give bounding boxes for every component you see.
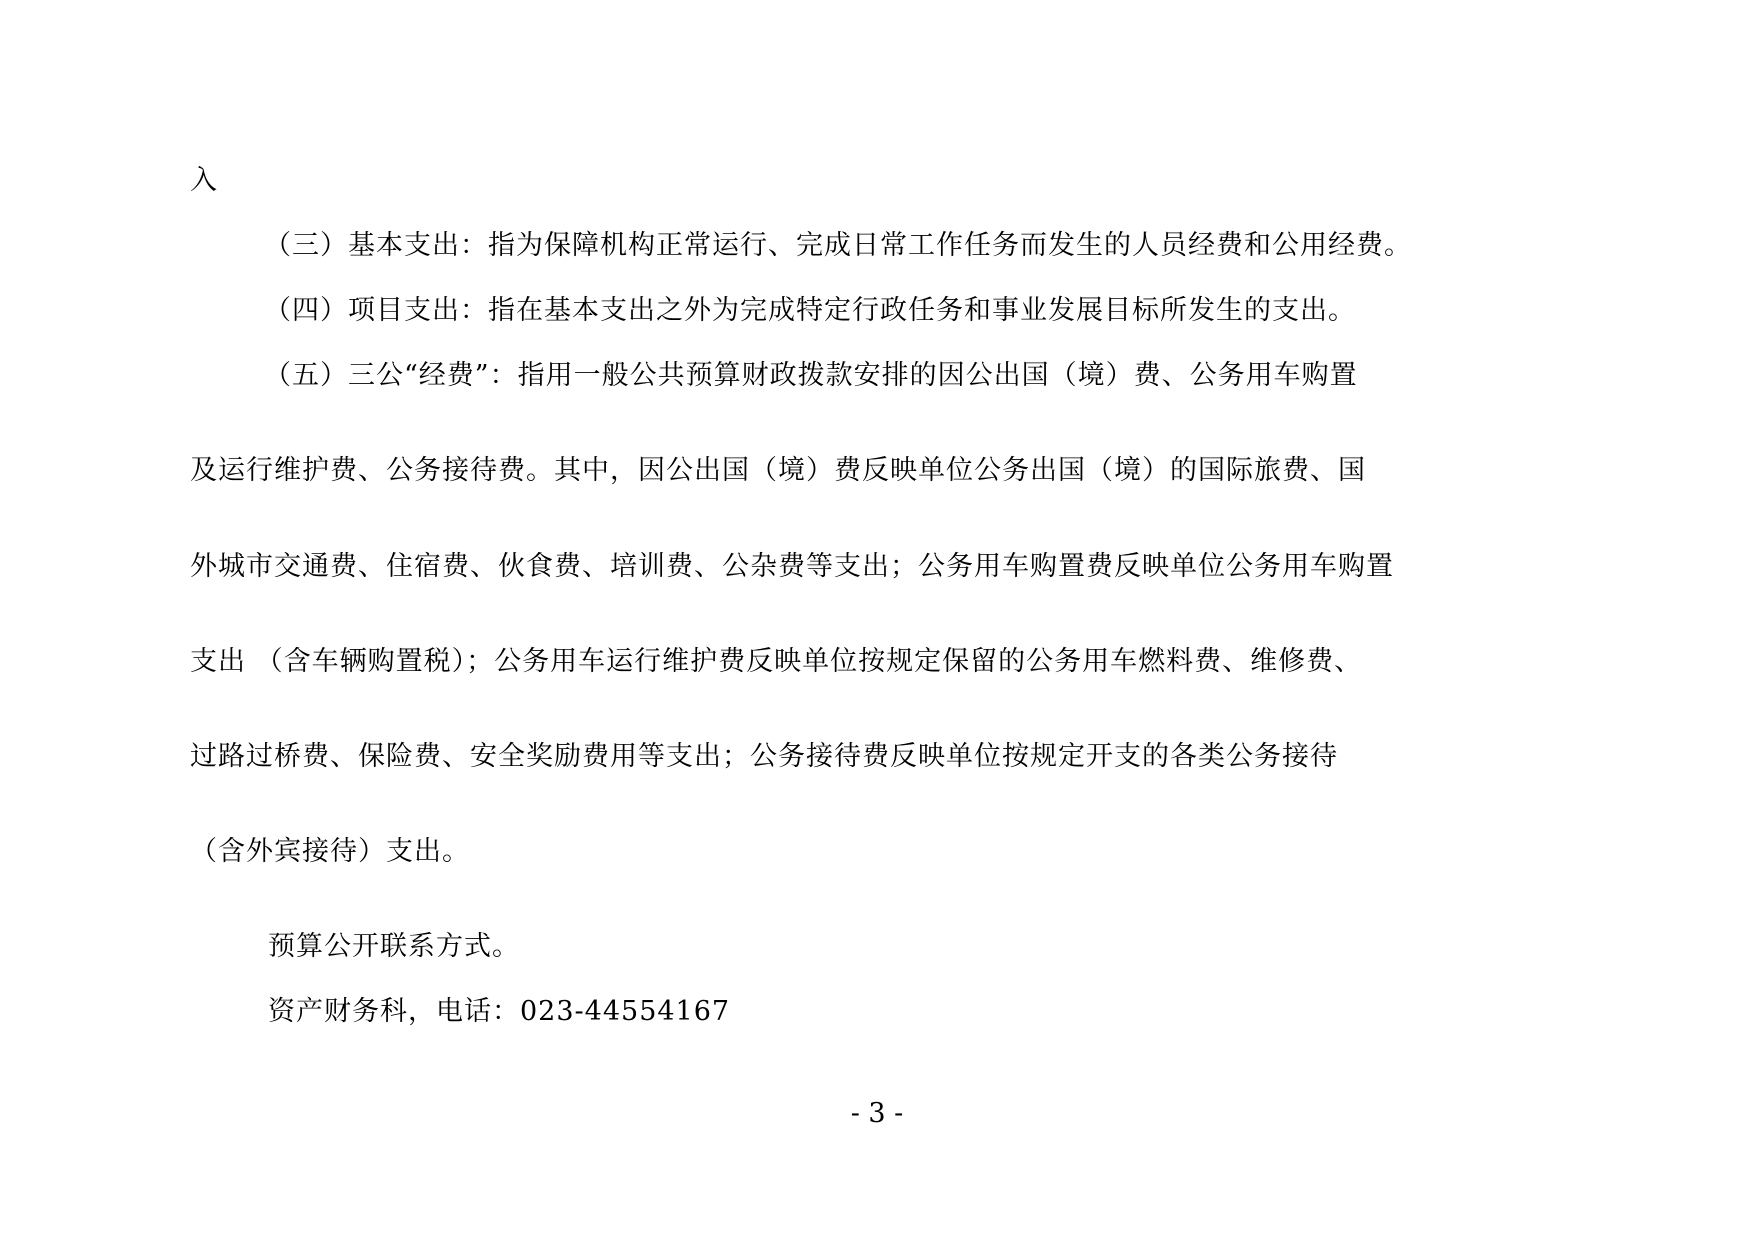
text-line-9: （含外宾接待）支出。 <box>190 836 470 867</box>
text-line-7: 支出 （含车辆购置税）；公务用车运行维护费反映单位按规定保留的公务用车燃料费、维修费、 <box>190 646 1363 677</box>
text-line-5: 及运行维护费、公务接待费。其中，因公出国（境）费反映单位公务出国（境）的国际旅费、国 <box>190 455 1366 486</box>
text-line-6: 外城市交通费、住宿费、伙食费、培训费、公杂费等支出；公务用车购置费反映单位公务用车购置 <box>190 551 1394 582</box>
text-line-1: 入 <box>190 165 218 196</box>
text-line-3: （四）项目支出：指在基本支出之外为完成特定行政任务和事业发展目标所发生的支出。 <box>264 295 1356 326</box>
text-line-2: （三）基本支出：指为保障机构正常运行、完成日常工作任务而发生的人员经费和公用经费。 <box>264 230 1412 261</box>
text-line-4: （五）三公“经费”：指用一般公共预算财政拨款安排的因公出国（境）费、公务用车购置 <box>264 360 1358 391</box>
text-line-8: 过路过桥费、保险费、安全奖励费用等支出；公务接待费反映单位按规定开支的各类公务接待 <box>190 741 1338 772</box>
page-number: - 3 - <box>850 1098 904 1129</box>
text-line-11: 资产财务科，电话：023-44554167 <box>268 996 731 1027</box>
text-line-10: 预算公开联系方式。 <box>268 931 520 962</box>
